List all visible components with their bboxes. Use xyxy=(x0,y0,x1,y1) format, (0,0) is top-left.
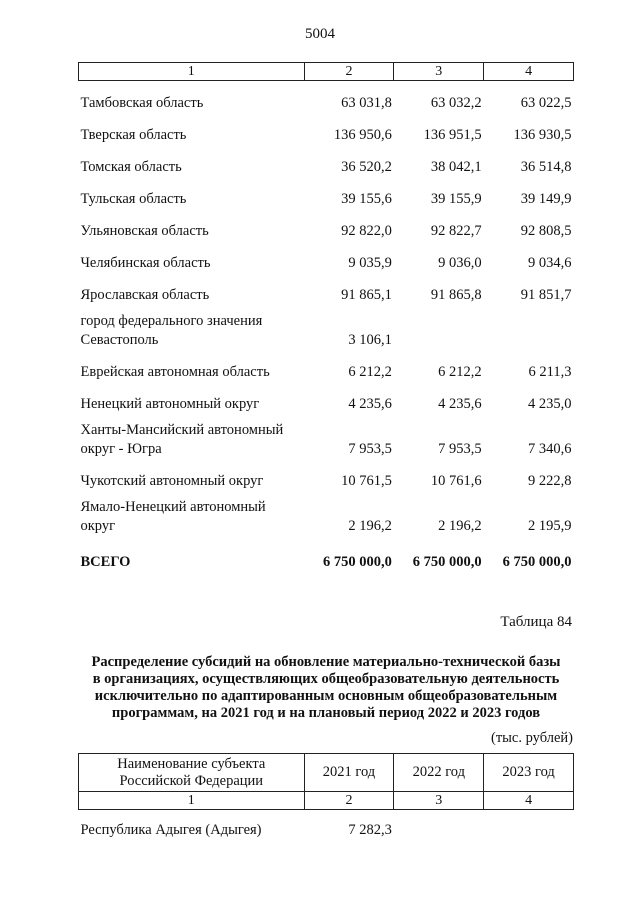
table-row xyxy=(79,273,574,305)
value-2021: 4 235,6 xyxy=(348,396,392,412)
value-2022: 9 036,0 xyxy=(438,255,482,271)
table2-column-number-row xyxy=(79,792,574,810)
header-subject-line1: Наименование субъекта xyxy=(117,755,266,772)
title-line: программам, на 2021 год и на плановый период 2022 и 2023 годов xyxy=(111,705,541,721)
value-2021: 2 196,2 xyxy=(348,518,392,534)
col-num-4: 4 xyxy=(484,63,574,81)
total-2022: 6 750 000,0 xyxy=(412,554,482,570)
value-2023: 7 340,6 xyxy=(528,441,572,457)
value-2023: 63 022,5 xyxy=(520,95,572,111)
table-row xyxy=(79,305,574,350)
region-name xyxy=(79,491,305,536)
region-name: Тульская область xyxy=(80,191,187,207)
value-2021: 91 865,1 xyxy=(341,287,392,303)
title-line: в организациях, осуществляющих общеобразовательную деятельность xyxy=(92,671,560,687)
value-2022: 38 042,1 xyxy=(430,159,482,175)
region-name: Еврейская автономная область xyxy=(80,364,270,380)
region-name xyxy=(79,414,305,459)
column-number-header xyxy=(79,63,574,81)
col-num-1: 1 xyxy=(79,792,305,810)
region-name: Томская область xyxy=(80,159,182,175)
value-2023: 36 514,8 xyxy=(520,159,572,175)
header-2023: 2023 год xyxy=(484,754,574,792)
value-2022 xyxy=(394,305,484,350)
value-2022: 10 761,6 xyxy=(430,473,482,489)
value-2021: 10 761,5 xyxy=(341,473,392,489)
value-2023: 4 235,0 xyxy=(528,396,572,412)
subsidy-table-84 xyxy=(78,753,574,840)
value-2023: 9 222,8 xyxy=(528,473,572,489)
col-num-3: 3 xyxy=(394,63,484,81)
total-2021: 6 750 000,0 xyxy=(322,554,392,570)
region-name: Тверская область xyxy=(80,127,187,143)
value-2022: 2 196,2 xyxy=(438,518,482,534)
region-name-line2: округ - Югра xyxy=(80,441,162,457)
total-2023: 6 750 000,0 xyxy=(502,554,572,570)
region-name-line1: Ямало-Ненецкий автономный xyxy=(80,499,266,515)
value-2023: 9 034,6 xyxy=(528,255,572,271)
value-2021: 63 031,8 xyxy=(341,95,392,111)
region-name-line1: Ханты-Мансийский автономный xyxy=(80,422,284,438)
region-name-line2: округ xyxy=(80,518,116,534)
value-2021: 6 212,2 xyxy=(348,364,392,380)
value-2022: 7 953,5 xyxy=(438,441,482,457)
title-line: Распределение субсидий на обновление материально-технической базы xyxy=(91,654,561,670)
value-2021: 3 106,1 xyxy=(348,332,392,348)
col-num-2: 2 xyxy=(304,63,394,81)
value-2021: 7 282,3 xyxy=(348,822,392,838)
value-2023: 2 195,9 xyxy=(528,518,572,534)
region-name: Тамбовская область xyxy=(80,95,204,111)
region-name: Чукотский автономный округ xyxy=(80,473,264,489)
region-name-line1: город федерального значения xyxy=(80,313,263,329)
subsidy-table-continued xyxy=(78,62,574,572)
value-2023: 6 211,3 xyxy=(528,364,572,380)
table-row xyxy=(79,459,574,491)
value-2022: 136 951,5 xyxy=(423,127,482,143)
region-name: Ульяновская область xyxy=(80,223,209,239)
value-2022: 6 212,2 xyxy=(438,364,482,380)
value-2021: 136 950,6 xyxy=(333,127,392,143)
value-2021: 7 953,5 xyxy=(348,441,392,457)
table-row xyxy=(79,81,574,114)
value-2022: 39 155,9 xyxy=(430,191,482,207)
page-number: 5004 xyxy=(305,26,335,42)
header-subject-line2: Российской Федерации xyxy=(119,772,264,789)
table-row xyxy=(79,810,574,841)
col-num-3: 3 xyxy=(394,792,484,810)
region-name xyxy=(79,305,305,350)
value-2021: 92 822,0 xyxy=(341,223,392,239)
table-row xyxy=(79,491,574,536)
value-2023: 92 808,5 xyxy=(520,223,572,239)
total-label: ВСЕГО xyxy=(80,554,131,570)
title-line: исключительно по адаптированным основным общеобразовательным xyxy=(94,688,558,704)
value-2023 xyxy=(484,305,574,350)
table-row xyxy=(79,209,574,241)
value-2021: 36 520,2 xyxy=(341,159,392,175)
value-2023: 91 851,7 xyxy=(520,287,572,303)
value-2022: 91 865,8 xyxy=(430,287,482,303)
value-2021: 39 155,6 xyxy=(341,191,392,207)
region-name: Ненецкий автономный округ xyxy=(80,396,260,412)
col-num-4: 4 xyxy=(484,792,574,810)
table-row xyxy=(79,113,574,145)
total-row xyxy=(79,536,574,572)
table2-header-row xyxy=(79,754,574,792)
col-num-2: 2 xyxy=(304,792,394,810)
value-2023: 39 149,9 xyxy=(520,191,572,207)
value-2023: 136 930,5 xyxy=(513,127,572,143)
table-row xyxy=(79,177,574,209)
table-row xyxy=(79,350,574,382)
col-num-1: 1 xyxy=(79,63,305,81)
header-subject-name xyxy=(79,754,305,792)
table-row xyxy=(79,414,574,459)
value-2023 xyxy=(484,810,574,841)
value-2022: 92 822,7 xyxy=(430,223,482,239)
header-2021: 2021 год xyxy=(304,754,394,792)
region-name-line2: Севастополь xyxy=(80,332,159,348)
region-name: Республика Адыгея (Адыгея) xyxy=(80,822,262,838)
value-2022: 63 032,2 xyxy=(430,95,482,111)
table-label: Таблица 84 xyxy=(500,614,572,630)
region-name: Ярославская область xyxy=(80,287,210,303)
table-row xyxy=(79,145,574,177)
header-2022: 2022 год xyxy=(394,754,484,792)
value-2021: 9 035,9 xyxy=(348,255,392,271)
value-2022 xyxy=(394,810,484,841)
units-label: (тыс. рублей) xyxy=(491,730,573,746)
table-row xyxy=(79,241,574,273)
table-row xyxy=(79,382,574,414)
table-title xyxy=(66,654,586,722)
region-name: Челябинская область xyxy=(80,255,211,271)
value-2022: 4 235,6 xyxy=(438,396,482,412)
